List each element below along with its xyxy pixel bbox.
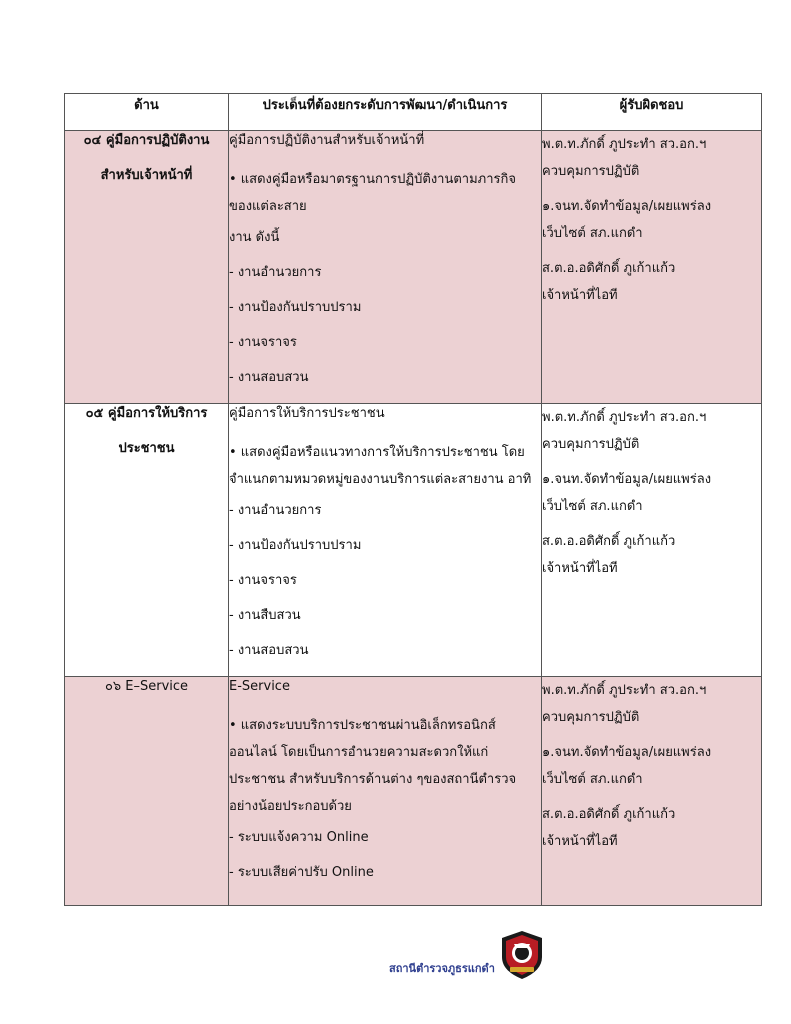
issue-title: คู่มือการให้บริการประชาชน (229, 406, 385, 421)
bullet-line: • แสดงคู่มือหรือแนวทางการให้บริการประชาชน โดย (229, 445, 525, 460)
table-header-row (65, 94, 762, 131)
issue-item: - ระบบแจ้งความ Online (229, 830, 369, 845)
issue-item: - งานอำนวยการ (229, 265, 322, 280)
responsible-line: ๑.จนท.จัดทำข้อมูล/เผยแพร่ลง (542, 745, 712, 760)
issue-item: - งานอำนวยการ (229, 503, 322, 518)
issue-cell (229, 677, 542, 906)
responsible-line: ควบคุมการปฏิบัติ (542, 437, 640, 452)
issue-item: - งานสืบสวน (229, 608, 301, 623)
bullet-line: อย่างน้อยประกอบด้วย (229, 799, 352, 814)
responsible-cell (542, 677, 762, 906)
bullet-line: จำแนกตามหมวดหมู่ของงานบริการแต่ละสายงาน อาทิ (229, 472, 532, 487)
responsible-cell (542, 404, 762, 677)
bullet-line: ของแต่ละสาย (229, 199, 307, 214)
dimension-cell (65, 677, 229, 906)
responsible-line: เจ้าหน้าที่ไอที (542, 561, 618, 576)
footer-station-name: สถานีตำรวจภูธรแกดำ (389, 962, 495, 975)
responsible-line: ๑.จนท.จัดทำข้อมูล/เผยแพร่ลง (542, 472, 712, 487)
dimension-line: ประชาชน (118, 441, 175, 456)
dimension-line: สำหรับเจ้าหน้าที่ (100, 168, 193, 183)
table-row (65, 677, 762, 906)
issue-item: - งานป้องกันปราบปราม (229, 300, 362, 315)
header-dimension: ด้าน (65, 94, 229, 131)
responsible-cell (542, 131, 762, 404)
responsible-line: เจ้าหน้าที่ไอที (542, 288, 618, 303)
bullet-line: • แสดงคู่มือหรือมาตรฐานการปฏิบัติงานตามภารกิจ (229, 172, 517, 187)
issue-bullet (229, 712, 541, 820)
responsible-line: ส.ต.อ.อดิศักดิ์ ภูเก้าแก้ว (542, 534, 676, 549)
responsible-line: ควบคุมการปฏิบัติ (542, 164, 640, 179)
police-badge-logo-icon (496, 929, 548, 981)
page-footer (360, 925, 560, 985)
issue-cell (229, 131, 542, 404)
responsible-line: เว็บไซต์ สภ.แกดำ (542, 499, 643, 514)
issue-cell (229, 404, 542, 677)
header-issue: ประเด็นที่ต้องยกระดับการพัฒนา/ดำเนินการ (229, 94, 542, 131)
responsible-line: ส.ต.อ.อดิศักดิ์ ภูเก้าแก้ว (542, 807, 676, 822)
responsible-line: เว็บไซต์ สภ.แกดำ (542, 772, 643, 787)
responsible-line: พ.ต.ท.ภักดิ์ ภูประทำ สว.อก.ฯ (542, 410, 707, 425)
bullet-line: ประชาชน สำหรับบริการด้านต่าง ๆของสถานีตำรวจ (229, 772, 517, 787)
responsible-line: พ.ต.ท.ภักดิ์ ภูประทำ สว.อก.ฯ (542, 683, 707, 698)
responsibility-table (64, 93, 762, 906)
issue-bullet (229, 439, 541, 493)
issue-item: งาน ดังนี้ (229, 230, 280, 245)
issue-bullet (229, 166, 541, 220)
bullet-line: ออนไลน์ โดยเป็นการอำนวยความสะดวกให้แก่ (229, 745, 489, 760)
issue-item: - ระบบเสียค่าปรับ Online (229, 865, 374, 880)
responsible-line: ๑.จนท.จัดทำข้อมูล/เผยแพร่ลง (542, 199, 712, 214)
header-responsible: ผู้รับผิดชอบ (542, 94, 762, 131)
issue-item: - งานจราจร (229, 335, 297, 350)
dimension-cell (65, 404, 229, 677)
dimension-line: ๐๔ คู่มือการปฏิบัติงาน (83, 133, 210, 148)
issue-item: - งานป้องกันปราบปราม (229, 538, 362, 553)
table-row (65, 404, 762, 677)
bullet-line: • แสดงระบบบริการประชาชนผ่านอิเล็กทรอนิกส์ (229, 718, 496, 733)
responsible-line: เว็บไซต์ สภ.แกดำ (542, 226, 643, 241)
responsible-line: ส.ต.อ.อดิศักดิ์ ภูเก้าแก้ว (542, 261, 676, 276)
responsible-line: ควบคุมการปฏิบัติ (542, 710, 640, 725)
issue-title: E-Service (229, 679, 290, 694)
dimension-cell (65, 131, 229, 404)
issue-item: - งานสอบสวน (229, 370, 309, 385)
issue-title: คู่มือการปฏิบัติงานสำหรับเจ้าหน้าที่ (229, 133, 425, 148)
table-row (65, 131, 762, 404)
responsible-line: พ.ต.ท.ภักดิ์ ภูประทำ สว.อก.ฯ (542, 137, 707, 152)
dimension-line: ๐๖ E–Service (104, 679, 189, 694)
issue-item: - งานจราจร (229, 573, 297, 588)
issue-item: - งานสอบสวน (229, 643, 309, 658)
dimension-line: ๐๕ คู่มือการให้บริการ (85, 406, 208, 421)
responsible-line: เจ้าหน้าที่ไอที (542, 834, 618, 849)
